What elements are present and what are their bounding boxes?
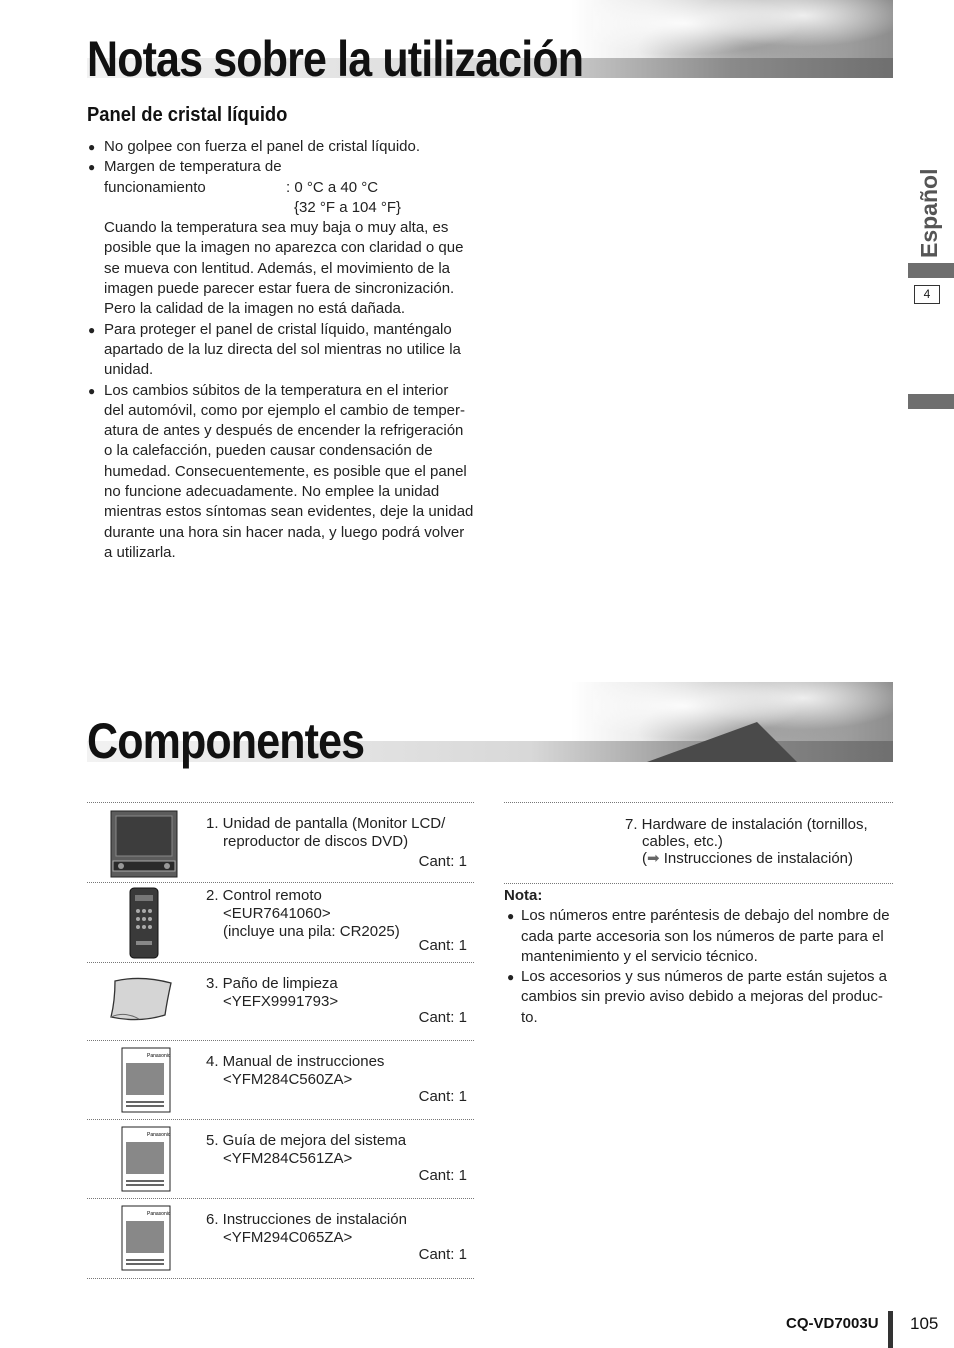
item-part-number: <YFM284C561ZA>: [223, 1150, 353, 1167]
paragraph-line: se mueva con lentitud. Además, el movimiento de la: [104, 259, 451, 277]
paragraph-line: durante una hora sin hacer nada, y luego podrá volver: [104, 523, 465, 541]
item-name: 5. Guía de mejora del sistema: [206, 1132, 407, 1149]
item-quantity: Cant: 1: [418, 1088, 467, 1105]
bullet-text: No golpee con fuerza el panel de cristal líquido.: [104, 138, 421, 155]
brand-logo-text: Panasonic: [147, 1211, 171, 1217]
bullet-icon: ●: [507, 909, 515, 924]
paragraph-line: del automóvil, como por ejemplo el cambio de temper-: [104, 401, 466, 419]
footer-divider: [888, 1311, 893, 1348]
paragraph-line: o la calefacción, pueden causar condensación de: [104, 442, 433, 460]
note-heading: Nota:: [504, 887, 543, 904]
component-row: [87, 1040, 474, 1120]
component-row: [87, 1198, 474, 1279]
item-name: 2. Control remoto: [206, 887, 322, 904]
display-unit-image: [109, 809, 179, 879]
paragraph-line: a utilizarla.: [104, 543, 176, 561]
item-detail: (incluye una pila: CR2025): [223, 923, 400, 940]
bullet-icon: ●: [88, 322, 96, 337]
arrow-right-icon: ➡: [647, 850, 660, 867]
temp-value-celsius: : 0 °C a 40 °C: [286, 178, 379, 196]
bullet-icon: ●: [507, 970, 515, 985]
guide-booklet-image: [121, 1126, 171, 1192]
item-part-number: <YFM284C560ZA>: [223, 1071, 353, 1088]
item-quantity: Cant: 1: [418, 1009, 467, 1026]
language-label: Español: [916, 168, 942, 258]
temp-label: funcionamiento: [104, 178, 206, 196]
item-detail: reproductor de discos DVD): [223, 833, 409, 850]
item-quantity: Cant: 1: [418, 1167, 467, 1184]
paragraph-line: Los números entre paréntesis de debajo del nombre de: [521, 907, 890, 925]
list-item: [88, 320, 480, 381]
paragraph-line: atura de antes y después de encender la refrigeración: [104, 422, 464, 440]
paragraph-line: posible que la imagen no aparezca con claridad o que: [104, 239, 464, 257]
item-name: 6. Instrucciones de instalación: [206, 1211, 407, 1228]
section-subtitle: Panel de cristal líquido: [87, 104, 288, 126]
temp-value-fahrenheit: {32 °F a 104 °F}: [294, 198, 402, 216]
model-number: CQ-VD7003U: [786, 1315, 879, 1332]
paragraph-line: mantenimiento y el servicio técnico.: [521, 947, 758, 965]
remote-control-image: [127, 887, 161, 959]
paragraph-line: to.: [521, 1008, 538, 1026]
section-marker-bar: [908, 394, 954, 409]
hardware-row: [504, 802, 893, 884]
paragraph-line: cambios sin previo aviso debido a mejoras del produc-: [521, 988, 883, 1006]
bullet-icon: ●: [88, 160, 96, 175]
paragraph-line: apartado de la luz directa del sol mientras no utilice la: [104, 340, 461, 358]
item-quantity: Cant: 1: [418, 853, 467, 870]
paragraph-line: Para proteger el panel de cristal líquido, manténgalo: [104, 320, 452, 338]
section-index-box: 4: [914, 285, 940, 304]
item-part-number: <YFM294C065ZA>: [223, 1229, 353, 1246]
list-item: [88, 381, 480, 564]
paragraph-line: unidad.: [104, 361, 154, 379]
list-item: [88, 157, 480, 319]
list-item: [504, 906, 893, 967]
paragraph-line: mientras estos síntomas sean evidentes, deje la unidad: [104, 503, 474, 521]
item-quantity: Cant: 1: [418, 937, 467, 954]
brand-logo-text: Panasonic: [147, 1132, 171, 1138]
list-item: [504, 967, 893, 1028]
manual-booklet-image: [121, 1047, 171, 1113]
paragraph-line: cada parte accesoria son los números de parte para el: [521, 927, 884, 945]
paragraph-line: Pero la calidad de la imagen no está dañada.: [104, 300, 406, 318]
page-number: 105: [910, 1314, 939, 1333]
paragraph-line: Los accesorios y sus números de parte están sujetos a: [521, 968, 888, 986]
item-part-number: <YEFX9991793>: [223, 993, 339, 1010]
item-name: 3. Paño de limpieza: [206, 975, 338, 992]
component-row: [87, 962, 474, 1041]
item-name: 7. Hardware de instalación (tornillos,: [625, 816, 868, 833]
component-row: [87, 1119, 474, 1199]
item-quantity: Cant: 1: [418, 1246, 467, 1263]
item-name: 1. Unidad de pantalla (Monitor LCD/: [206, 815, 446, 832]
paragraph-line: Los cambios súbitos de la temperatura en el interior: [104, 381, 449, 399]
cleaning-cloth-image: [105, 973, 177, 1025]
paragraph-line: Cuando la temperatura sea muy baja o muy alta, es: [104, 219, 449, 237]
notes-list: [88, 137, 480, 563]
paragraph-line: humedad. Consecuentemente, es posible que el panel: [104, 462, 467, 480]
bullet-icon: ●: [88, 140, 96, 154]
road-image: [647, 722, 797, 762]
paragraph-line: imagen puede parecer estar fuera de sincronización.: [104, 280, 455, 298]
installation-booklet-image: [121, 1205, 171, 1271]
language-marker-bar: [908, 263, 954, 278]
page-title-components: Componentes: [87, 713, 365, 769]
item-name: 4. Manual de instrucciones: [206, 1053, 385, 1070]
component-row: [87, 882, 474, 963]
language-tab: [906, 168, 952, 258]
item-part-number: <EUR7641060>: [223, 905, 331, 922]
list-item: [88, 137, 480, 157]
page-title-notes: Notas sobre la utilización: [87, 31, 584, 87]
paragraph-line: no funcione adecuadamente. No emplee la unidad: [104, 483, 440, 501]
brand-logo-text: Panasonic: [147, 1053, 171, 1059]
component-row: [87, 802, 474, 883]
bullet-icon: ●: [88, 383, 96, 398]
item-detail: cables, etc.): [642, 833, 723, 850]
note-block: [504, 886, 893, 1028]
item-reference: (➡ Instrucciones de instalación): [642, 850, 854, 867]
bullet-text: Margen de temperatura de: [104, 158, 282, 176]
